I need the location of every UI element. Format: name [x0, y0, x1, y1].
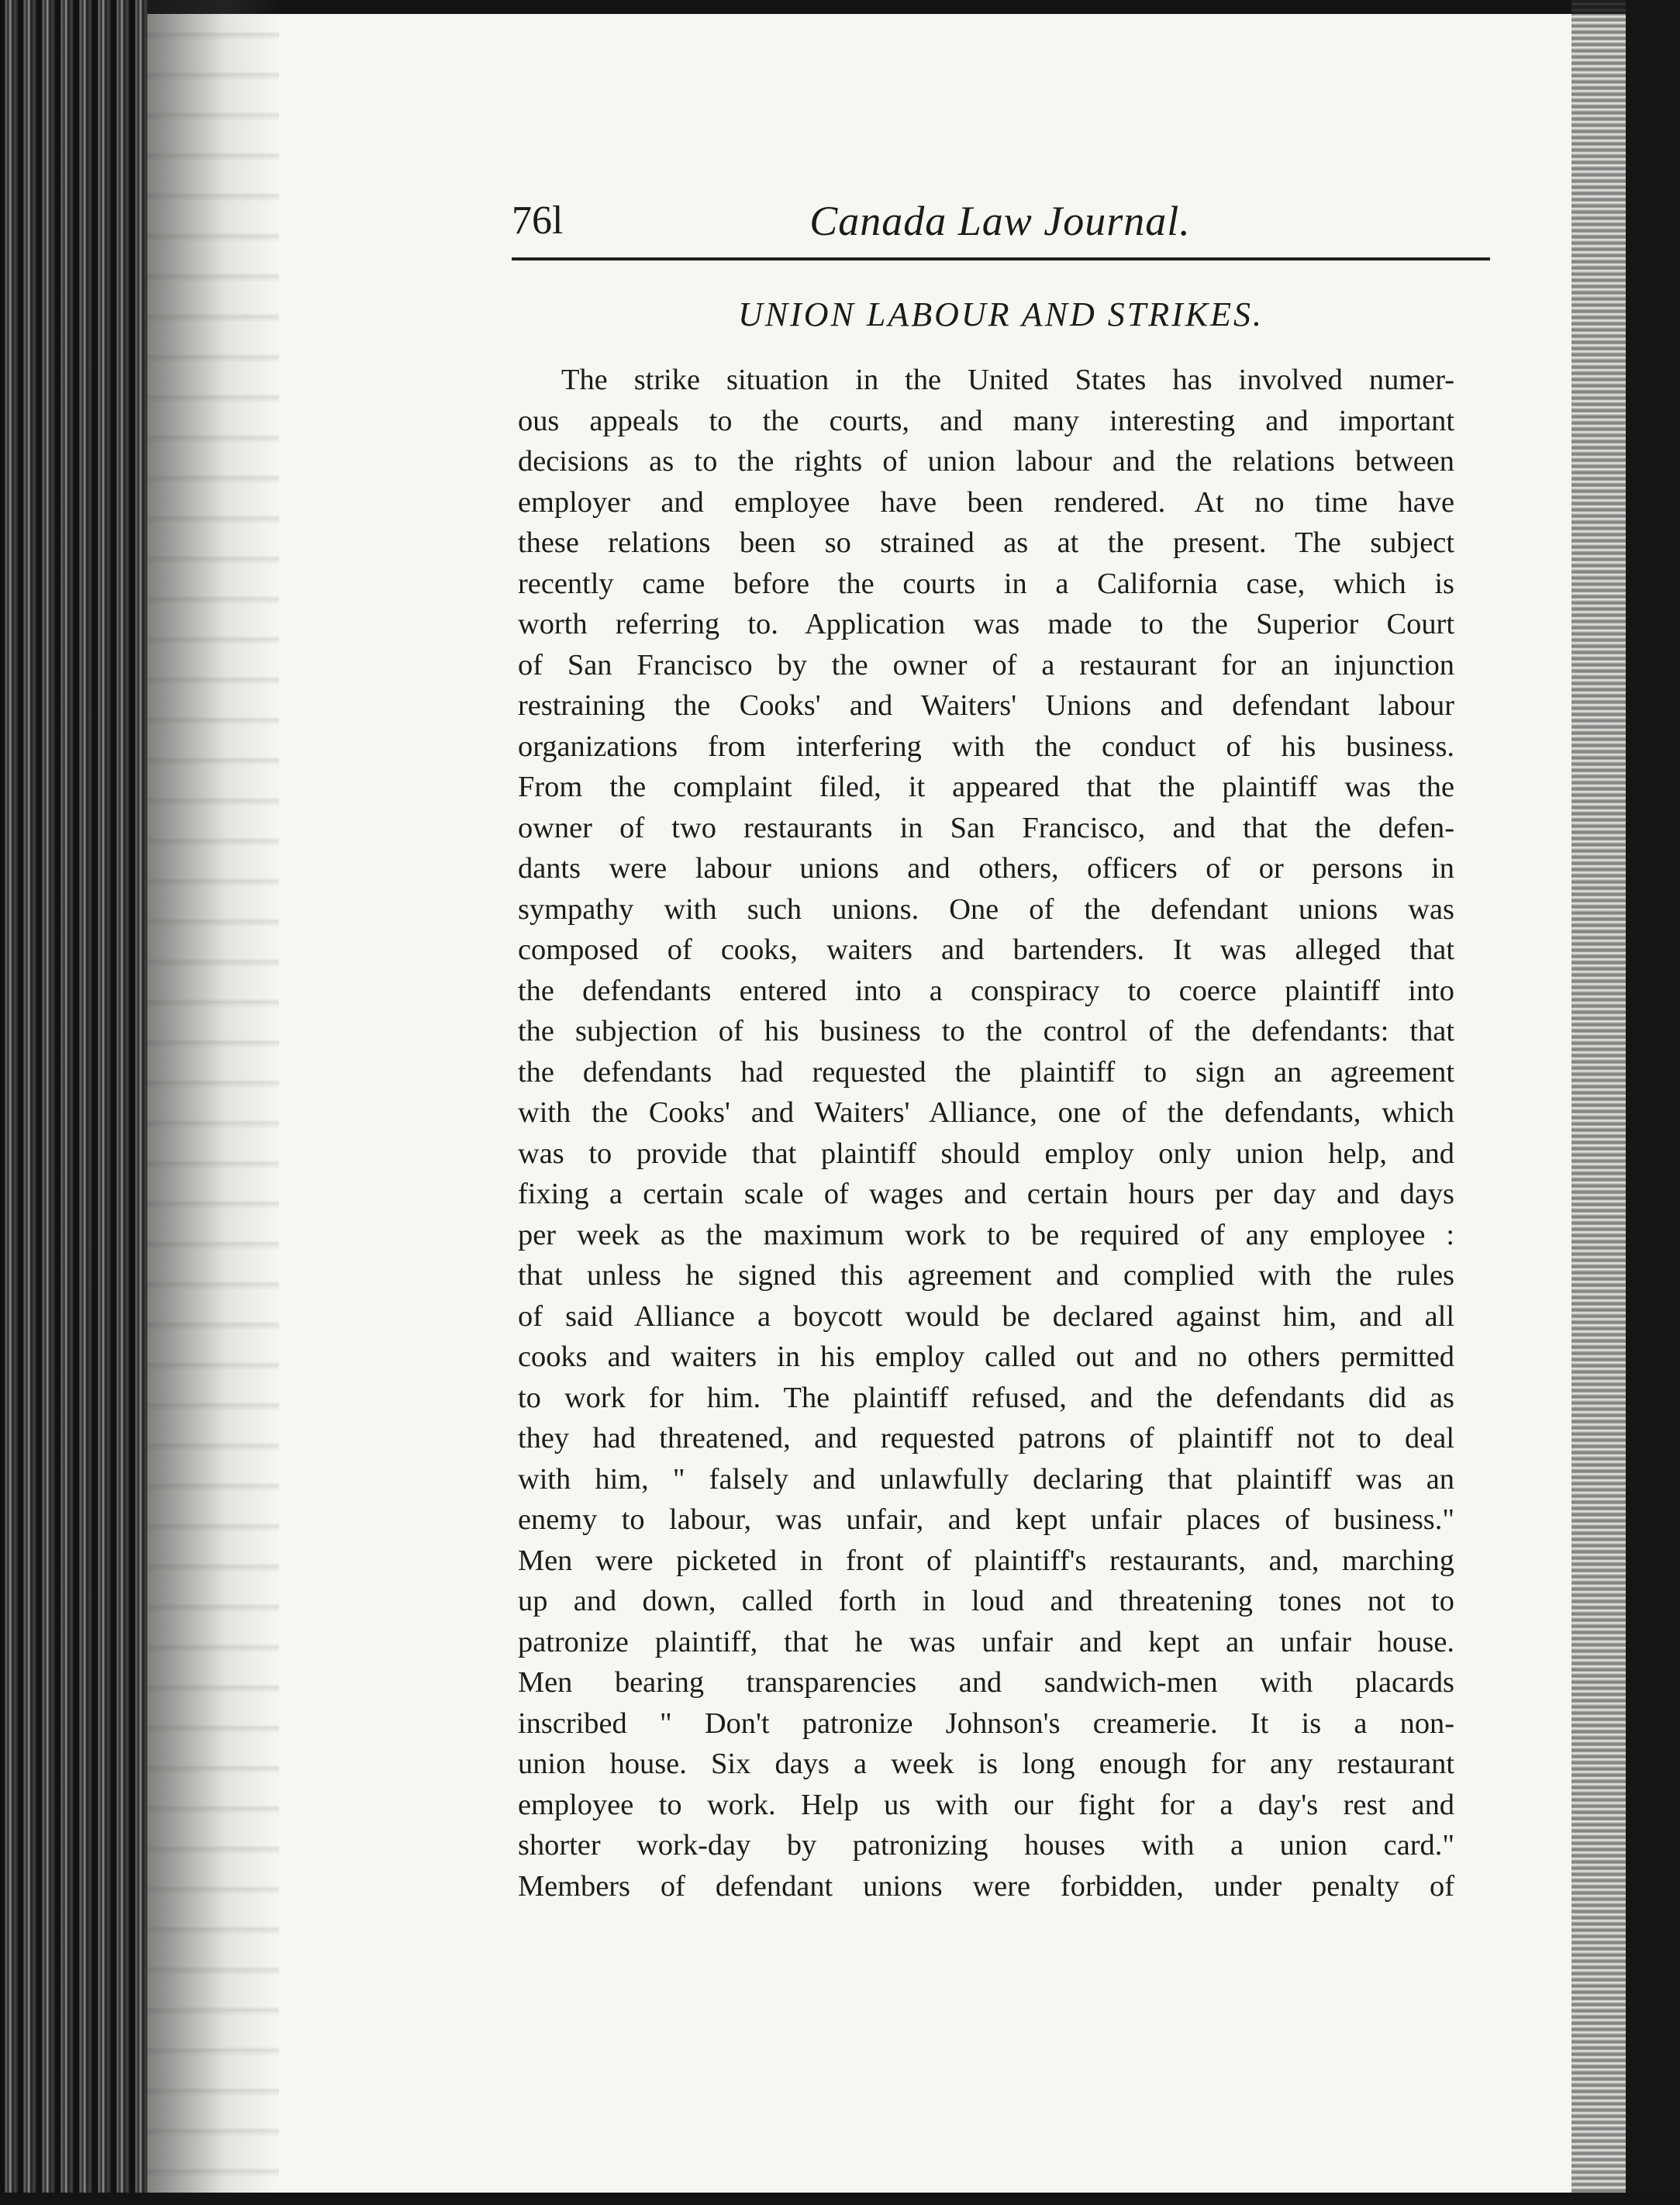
text-line: sympathy with such unions. One of the defendant unions was	[518, 892, 1454, 926]
text-line: inscribed " Don't patronize Johnson's creamerie. It is a non-	[518, 1706, 1454, 1740]
text-line: of San Francisco by the owner of a restaurant for an injunction	[518, 648, 1454, 682]
text-line: employee to work. Help us with our fight for a day's rest and	[518, 1788, 1454, 1821]
text-line: recently came before the courts in a California case, which is	[518, 567, 1454, 600]
page-number: 76l	[512, 198, 564, 243]
text-line: the defendants had requested the plaintiff to sign an agreement	[518, 1055, 1454, 1089]
journal-title: Canada Law Journal.	[809, 198, 1191, 244]
text-line: Men bearing transparencies and sandwich-men with placards	[518, 1666, 1454, 1699]
text-line: the subjection of his business to the control of the defendants: that	[518, 1015, 1454, 1047]
text-line: enemy to labour, was unfair, and kept unfair places of business."	[518, 1503, 1454, 1536]
text-line: employer and employee have been rendered. At no time have	[518, 485, 1454, 519]
text-line: worth referring to. Application was made to the Superior Court	[518, 608, 1454, 640]
text-line: organizations from interfering with the conduct of his business.	[518, 730, 1454, 763]
gutter-shadow	[147, 0, 279, 2205]
text-line: From the complaint filed, it appeared that the plaintiff was the	[518, 771, 1454, 803]
text-line: fixing a certain scale of wages and certain hours per day and days	[518, 1178, 1454, 1210]
text-line: to work for him. The plaintiff refused, and the defendants did as	[518, 1381, 1454, 1414]
text-line: that unless he signed this agreement and complied with the rules	[518, 1259, 1454, 1292]
header-rule	[512, 257, 1490, 261]
text-line: The strike situation in the United States has involved numer-	[561, 364, 1454, 396]
text-line: dants were labour unions and others, officers of or persons in	[518, 852, 1454, 885]
text-line: per week as the maximum work to be required of any employee :	[518, 1218, 1454, 1251]
text-line: cooks and waiters in his employ called out and no others permitted	[518, 1341, 1454, 1373]
book-gutter	[0, 0, 147, 2205]
text-line: of said Alliance a boycott would be declared against him, and all	[518, 1299, 1454, 1333]
article-body	[518, 360, 1454, 1907]
text-line: up and down, called forth in loud and threatening tones not to	[518, 1585, 1454, 1617]
article-title: UNION LABOUR AND STRIKES.	[738, 295, 1264, 333]
text-line: with him, " falsely and unlawfully declaring that plaintiff was an	[518, 1462, 1454, 1496]
text-line: Men were picketed in front of plaintiff's restaurants, and, marching	[518, 1544, 1454, 1577]
text-line: ous appeals to the courts, and many interesting and important	[518, 404, 1454, 437]
text-line: was to provide that plaintiff should employ only union help, and	[518, 1137, 1454, 1170]
text-line: these relations been so strained as at the present. The subject	[518, 526, 1454, 559]
text-line: owner of two restaurants in San Francisco, and that the defen-	[518, 811, 1454, 844]
page-edge-shadow	[1571, 0, 1626, 2205]
text-line: Members of defendant unions were forbidden, under penalty of	[518, 1869, 1454, 1903]
text-line: composed of cooks, waiters and bartenders. It was alleged that	[518, 933, 1454, 966]
scan-right-edge	[1626, 0, 1680, 2205]
text-line: with the Cooks' and Waiters' Alliance, one of the defendants, which	[518, 1096, 1454, 1129]
text-line: decisions as to the rights of union labour and the relations between	[518, 445, 1454, 478]
text-line: restraining the Cooks' and Waiters' Unions and defendant labour	[518, 689, 1454, 722]
running-header	[512, 194, 1489, 248]
text-line: patronize plaintiff, that he was unfair and kept an unfair house.	[518, 1625, 1454, 1658]
text-line: they had threatened, and requested patrons of plaintiff not to deal	[518, 1422, 1454, 1454]
text-line: union house. Six days a week is long enough for any restaurant	[518, 1748, 1454, 1780]
scan-bottom-edge	[0, 2193, 1680, 2205]
text-line: shorter work-day by patronizing houses with a union card."	[518, 1829, 1454, 1862]
text-line: the defendants entered into a conspiracy to coerce plaintiff into	[518, 974, 1454, 1007]
